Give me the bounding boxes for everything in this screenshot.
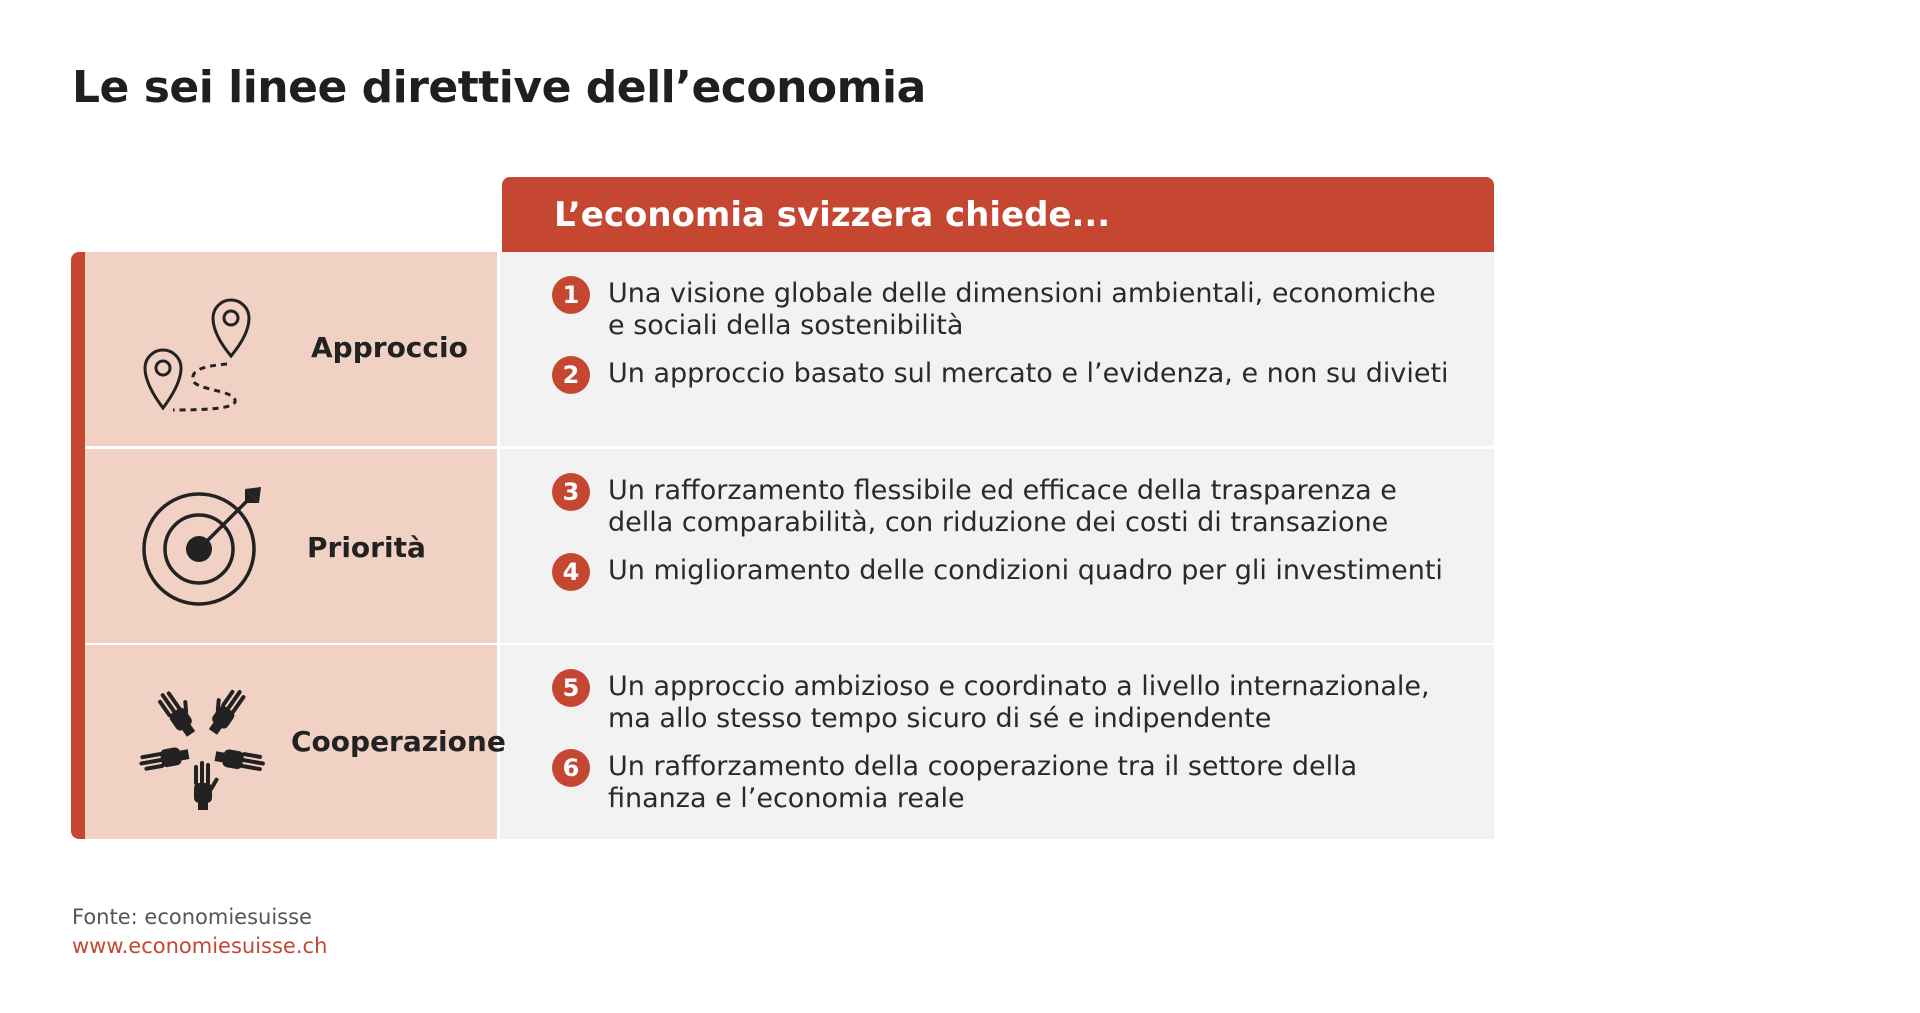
source-link[interactable]: www.economiesuisse.ch [72,934,328,958]
list-item [552,751,1454,815]
number-badge: 5 [552,669,590,707]
row-priorita [85,449,1494,643]
item-text: Un miglioramento delle condizioni quadro per gli investimenti [608,555,1443,586]
page-title: Le sei linee direttive dell’economia [72,62,926,113]
row-content-cell [500,449,1494,643]
number-badge: 6 [552,749,590,787]
list-item [552,358,1454,394]
number-badge: 4 [552,553,590,591]
item-text: Una visione globale delle dimensioni ambientali, economiche e sociali della sostenibilità [608,278,1436,341]
row-label-cell [85,252,500,446]
item-text: Un approccio basato sul mercato e l’evidenza, e non su divieti [608,358,1449,389]
item-text: Un approccio ambizioso e coordinato a livello internazionale, ma allo stesso tempo sicuro di sé e indipendente [608,671,1430,734]
item-text: Un rafforzamento flessibile ed efficace della trasparenza e della comparabilità, con riduzione dei costi di transazione [608,475,1397,538]
number-badge: 1 [552,276,590,314]
row-label-cell [85,645,506,839]
table-header-text: L’economia svizzera chiede... [554,194,1111,235]
number-badge: 3 [552,473,590,511]
source-note [72,903,327,961]
row-content-cell [500,252,1494,446]
source-label: Fonte: economiesuisse [72,905,312,929]
row-label: Approccio [311,331,468,364]
number-badge: 2 [552,356,590,394]
row-label: Cooperazione [291,725,506,758]
map-route-icon [133,282,263,417]
row-label: Priorità [307,531,426,564]
row-cooperazione [85,645,1494,839]
list-item [552,475,1454,539]
list-item [552,671,1454,735]
target-icon [141,485,263,607]
hands-circle-icon [133,675,273,810]
row-label-cell [85,449,500,643]
accent-bar [71,252,85,839]
row-approccio [85,252,1494,446]
list-item [552,555,1454,591]
row-content-cell [500,645,1494,839]
list-item [552,278,1454,342]
item-text: Un rafforzamento della cooperazione tra il settore della finanza e l’economia reale [608,751,1358,814]
table-header [502,177,1494,252]
